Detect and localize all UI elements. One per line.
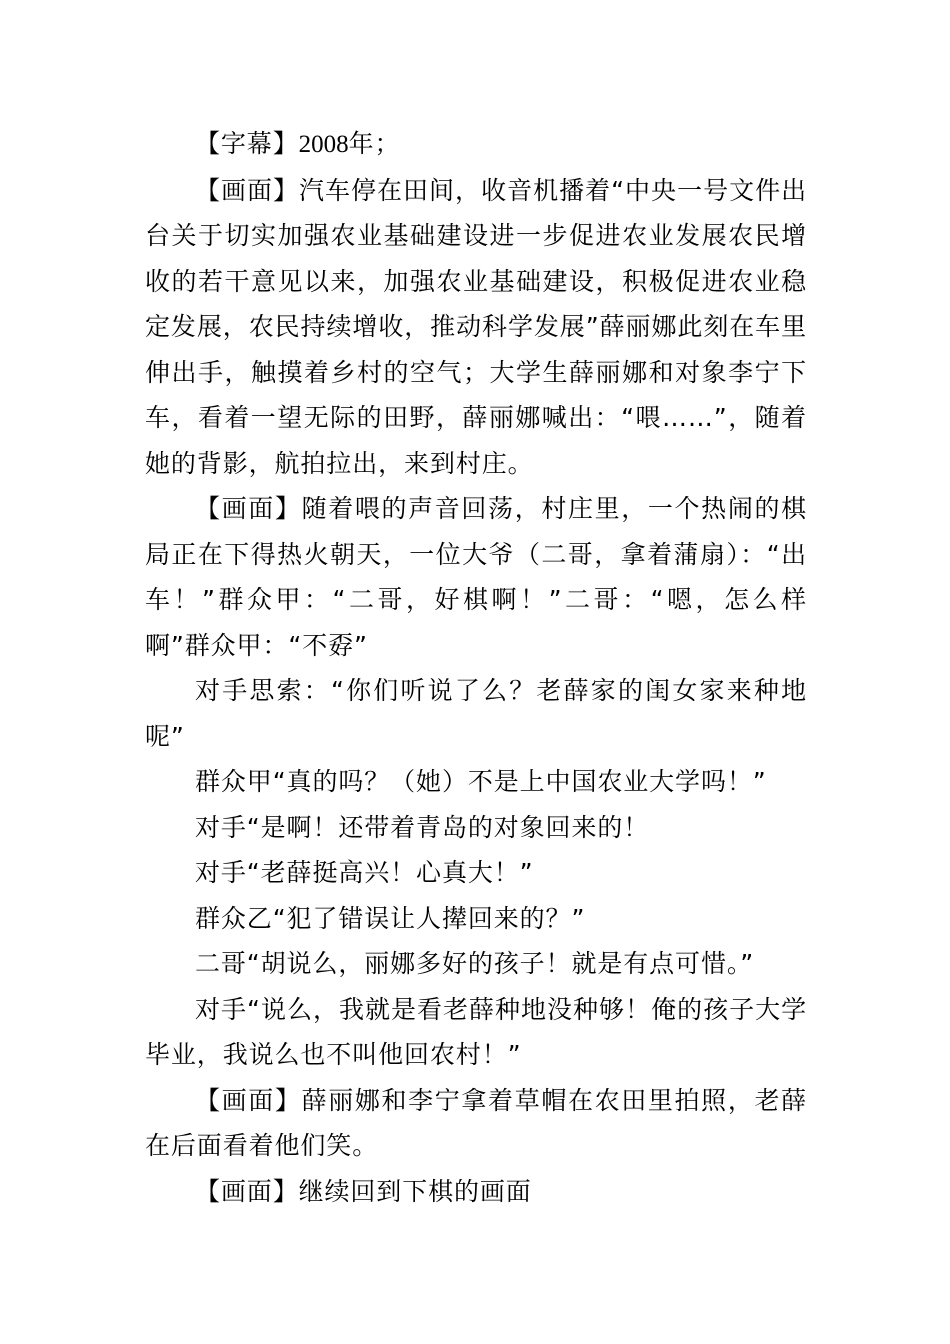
paragraph-dialogue: 对手思索：“你们听说了么？老薛家的闺女家来种地呢” bbox=[145, 676, 807, 751]
paragraph-dialogue: 对手“老薛挺高兴！心真大！” bbox=[195, 858, 534, 887]
paragraph-scene-car: 【画面】汽车停在田间，收音机播着“中央一号文件出台关于切实加强农业基础建设进一步促进农业发展农民增收的若干意见以来，加强农业基础建设，积极促进农业稳定发展，农民持续增收，推动科学发展”薛丽娜此刻在车里伸出手，触摸着乡村的空气；大学生薛丽娜和对象李宁下车，看着一望无际的田野，薛丽娜喊出：“喂……”，随着她的背影，航拍拉出，来到村庄。 bbox=[145, 175, 807, 478]
paragraph-scene-chess: 【画面】随着喂的声音回荡，村庄里，一个热闹的棋局正在下得热火朝天，一位大爷（二哥，拿着蒲扇）：“出车！”群众甲：“二哥，好棋啊！”二哥：“嗯，怎么样啊”群众甲：“不孬” bbox=[145, 494, 807, 660]
paragraph-dialogue: 群众乙“犯了错误让人撵回来的？” bbox=[195, 903, 586, 933]
script-body bbox=[145, 121, 807, 1214]
paragraph-dialogue: 二哥“胡说么，丽娜多好的孩子！就是有点可惜。” bbox=[195, 949, 755, 978]
paragraph-dialogue: 群众甲“真的吗？（她）不是上中国农业大学吗！” bbox=[195, 767, 767, 796]
caption-text: 年； bbox=[348, 129, 401, 158]
paragraph-scene-return: 【画面】继续回到下棋的画面 bbox=[195, 1176, 532, 1206]
caption-label: 【字幕】 bbox=[195, 129, 299, 158]
paragraph-scene-photo: 【画面】薛丽娜和李宁拿着草帽在农田里拍照，老薛在后面看着他们笑。 bbox=[145, 1085, 807, 1160]
paragraph-dialogue: 对手“说么，我就是看老薛种地没种够！俺的孩子大学毕业，我说么也不叫他回农村！” bbox=[145, 994, 807, 1069]
caption-year: 2008 bbox=[298, 131, 349, 158]
paragraph-caption bbox=[145, 121, 807, 168]
paragraph-dialogue: 对手“是啊！还带着青岛的对象回来的！ bbox=[195, 812, 650, 842]
